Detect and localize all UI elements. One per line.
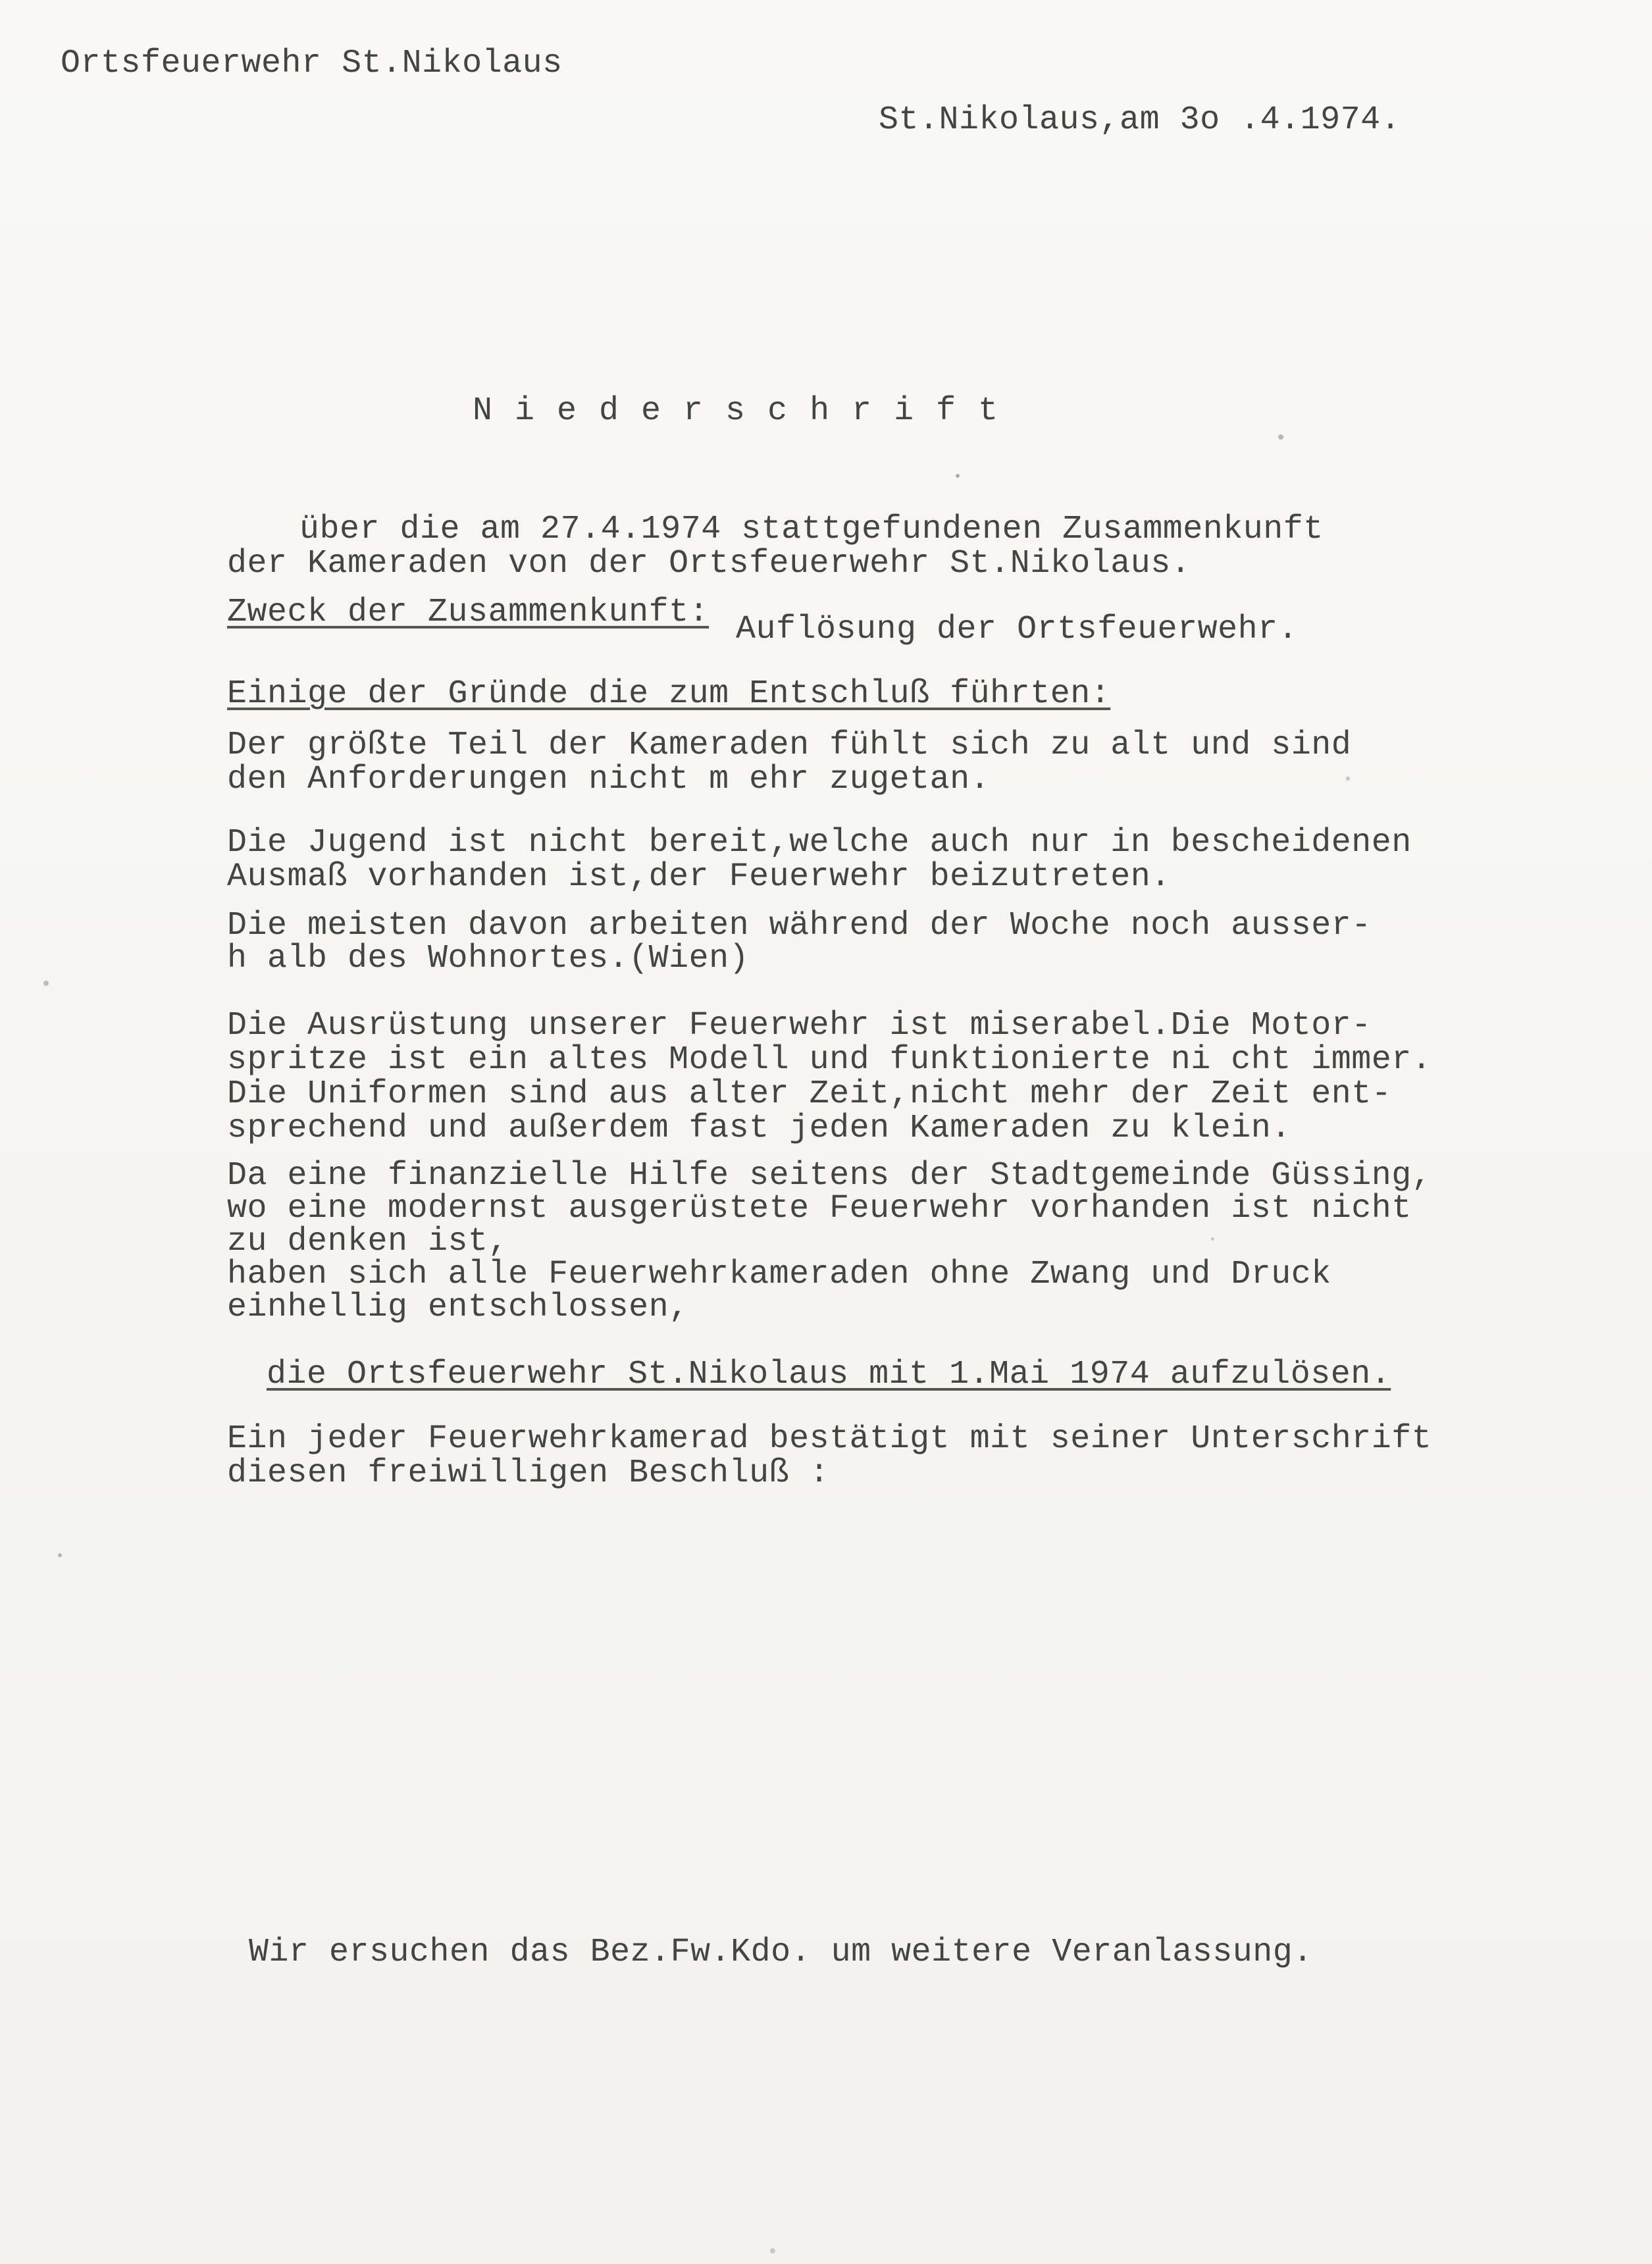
purpose-label: Zweck der Zusammenkunft: — [227, 594, 710, 631]
reason-4-line-3: Die Uniformen sind aus alter Zeit,nicht mehr der Zeit ent- — [227, 1075, 1392, 1113]
paper-speck — [1278, 434, 1283, 440]
paper-speck — [58, 1553, 62, 1557]
paper-speck — [43, 981, 49, 986]
paper-speck — [770, 2248, 775, 2253]
reason-5-line-3: zu denken ist, — [227, 1223, 509, 1260]
reason-4-line-1: Die Ausrüstung unserer Feuerwehr ist miserabel.Die Motor- — [227, 1007, 1372, 1044]
reason-2-line-1: Die Jugend ist nicht bereit,welche auch nur in bescheidenen — [227, 824, 1412, 862]
organization-name: Ortsfeuerwehr St.Nikolaus — [61, 45, 563, 82]
confirmation-line-2: diesen freiwilligen Beschluß : — [227, 1454, 830, 1492]
decision-statement: die Ortsfeuerwehr St.Nikolaus mit 1.Mai 1974 aufzulösen. — [267, 1356, 1391, 1393]
reason-5-line-2: wo eine modernst ausgerüstete Feuerwehr vorhanden ist nicht — [227, 1190, 1412, 1227]
paper-speck — [956, 474, 960, 478]
intro-line-1: über die am 27.4.1974 stattgefundenen Zusammenkunft — [299, 511, 1324, 548]
reason-1-line-1: Der größte Teil der Kameraden fühlt sich zu alt und sind — [227, 727, 1352, 764]
reason-4-line-2: spritze ist ein altes Modell und funktionierte ni cht immer. — [227, 1041, 1432, 1079]
paper-speck — [1211, 1237, 1214, 1241]
closing-request: Wir ersuchen das Bez.Fw.Kdo. um weitere Veranlassung. — [249, 1934, 1313, 1971]
reason-5-line-1: Da eine finanzielle Hilfe seitens der Stadtgemeinde Güssing, — [227, 1157, 1432, 1195]
reason-3-line-2: h alb des Wohnortes.(Wien) — [227, 940, 750, 977]
reason-5-line-5: einhellig entschlossen, — [227, 1289, 689, 1326]
paper-speck — [1346, 777, 1350, 781]
reason-1-line-2: den Anforderungen nicht m ehr zugetan. — [227, 761, 991, 798]
reason-2-line-2: Ausmaß vorhanden ist,der Feuerwehr beizutreten. — [227, 858, 1171, 896]
reason-3-line-1: Die meisten davon arbeiten während der Woche noch ausser- — [227, 907, 1372, 944]
reasons-heading: Einige der Gründe die zum Entschluß führten: — [227, 675, 1111, 713]
reason-4-line-4: sprechend und außerdem fast jeden Kameraden zu klein. — [227, 1110, 1291, 1147]
confirmation-line-1: Ein jeder Feuerwehrkamerad bestätigt mit seiner Unterschrift — [227, 1420, 1432, 1458]
intro-line-2: der Kameraden von der Ortsfeuerwehr St.Nikolaus. — [227, 545, 1191, 582]
purpose-value: Auflösung der Ortsfeuerwehr. — [736, 611, 1299, 648]
document-title: N i e d e r s c h r i f t — [473, 392, 1000, 430]
reason-5-line-4: haben sich alle Feuerwehrkameraden ohne Zwang und Druck — [227, 1256, 1331, 1293]
place-date: St.Nikolaus,am 3o .4.1974. — [879, 101, 1401, 139]
